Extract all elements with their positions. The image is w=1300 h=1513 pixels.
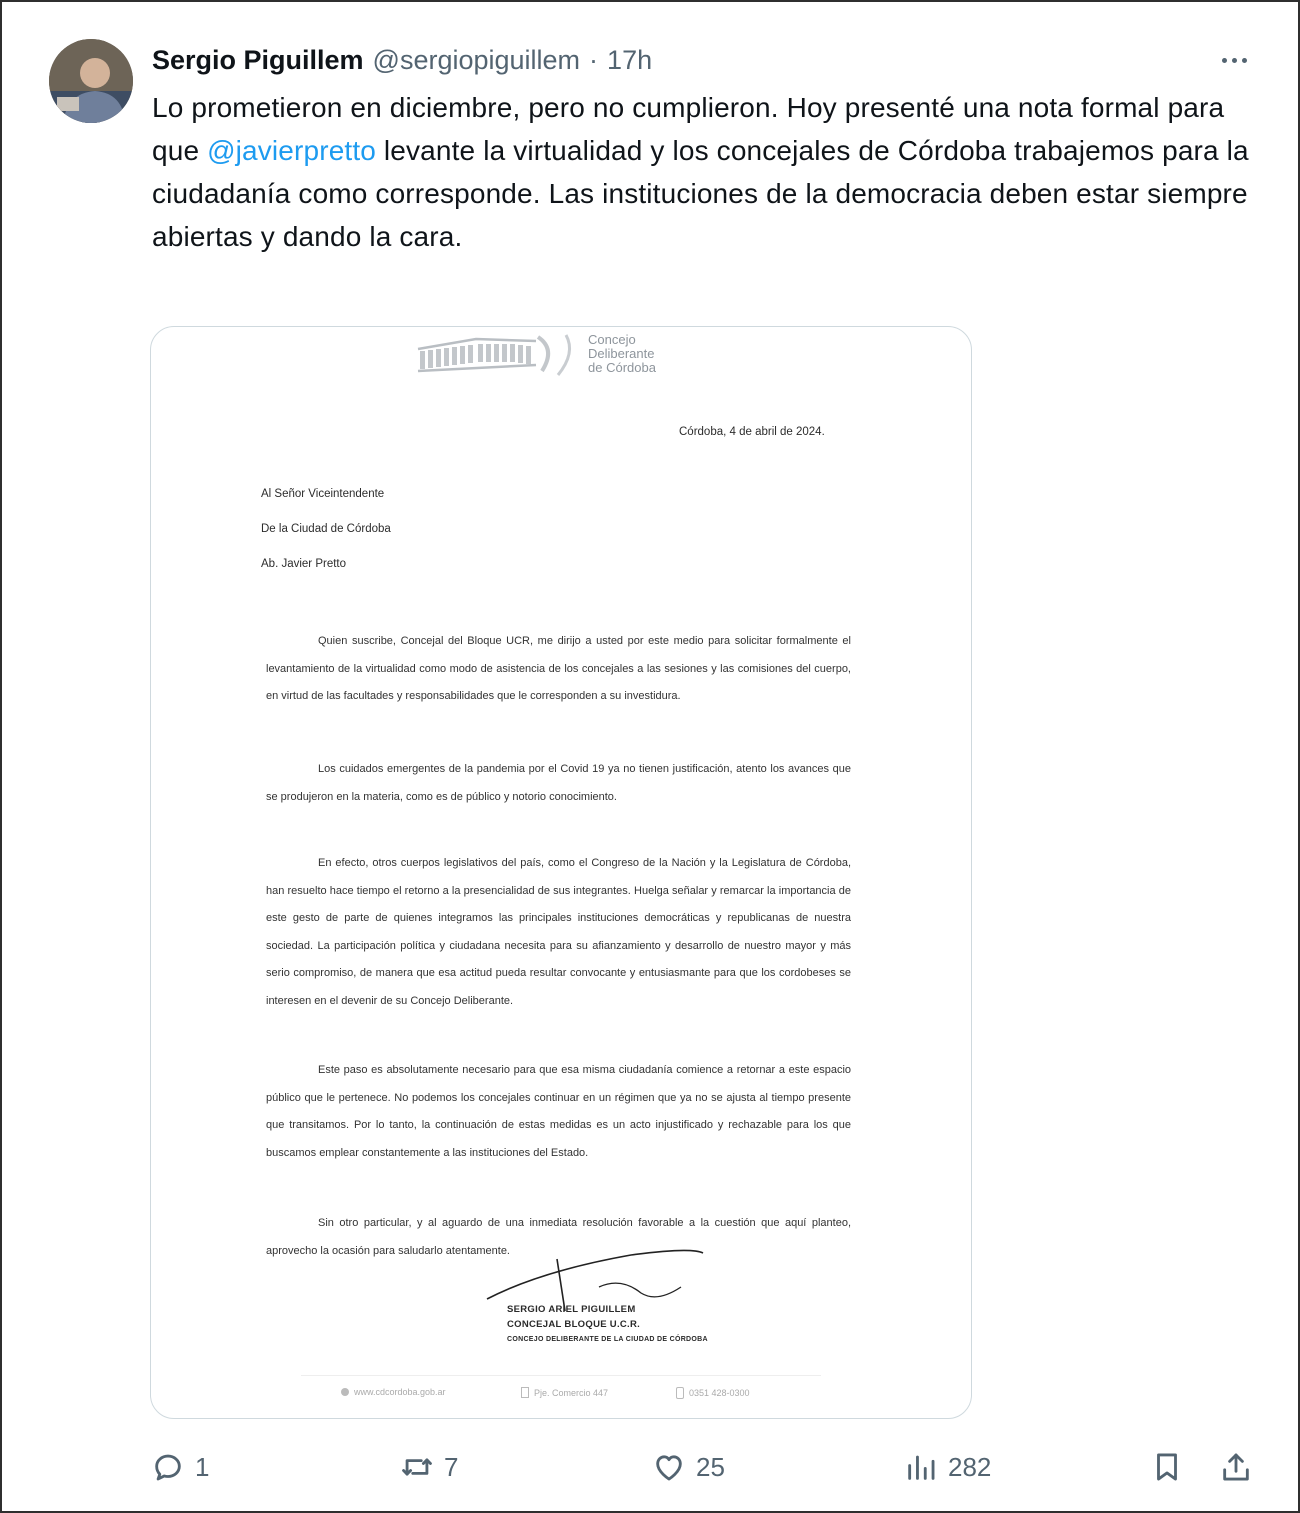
avatar[interactable] (49, 39, 133, 123)
signature-name: SERGIO ARIEL PIGUILLEM (507, 1304, 636, 1315)
logo-text-3: de Córdoba (588, 360, 656, 375)
tweet-text-start: Lo prometieron en diciembre, pero no cumplieron. Hoy presenté una nota formal para que (152, 92, 1225, 166)
letter-date: Córdoba, 4 de abril de 2024. (679, 426, 825, 438)
attached-image[interactable] (150, 326, 972, 1419)
tweet-text-end: levante la virtualidad y los concejales de Córdoba trabajemos para la ciudadanía como corresponde. Las instituciones de la democracia deben estar siempre abiertas y dando la cara. (152, 135, 1249, 252)
letter-recipient-line: Ab. Javier Pretto (261, 558, 347, 570)
mention-link[interactable]: @javierpretto (207, 135, 376, 166)
like-count: 25 (696, 1451, 725, 1482)
letter-paragraph: En efecto, otros cuerpos legislativos del país, como el Congreso de la Nación y la Legislatura de Córdoba, han resuelto hace tiempo el retorno a la presencialidad de sus integrantes. Huelga señalar y remarcar la importancia de este gesto de parte de quienes integramos las principales instituciones democráticas y republicanas de nuestra sociedad. La participación política y ciudadana necesita para su afianzamiento y desarrollo de nuestro mayor y más serio compromiso, de manera que esa actitud pueda resultar convocante y entusiasmante para que los cordobeses se interesen en el devenir de su Concejo Deliberante. (266, 857, 851, 1007)
share-icon (1219, 1450, 1253, 1484)
letter-paragraph: Sin otro particular, y al aguardo de una inmediata resolución favorable a la cuestión que aquí planteo, aprovecho la ocasión para saludarlo atentamente. (266, 1217, 851, 1257)
author-handle[interactable]: @sergiopiguillem (372, 44, 581, 75)
footer-divider (301, 1375, 821, 1376)
footer-web-text: www.cdcordoba.gob.ar (354, 1387, 446, 1397)
repost-button[interactable] (400, 1442, 458, 1492)
like-icon (652, 1450, 686, 1484)
letter-recipient-line: De la Ciudad de Córdoba (261, 523, 391, 535)
council-building-icon (416, 331, 586, 381)
letter-paragraph: Este paso es absolutamente necesario para que esa misma ciudadanía comience a retornar a este espacio público que le pertenece. No podemos los concejales continuar en un régimen que ya no se ajusta al tiempo presente que transitamos. Por lo tanto, la continuación de estas medidas es un acto injustificado y rechazable para los que buscamos emplear constantemente a las instituciones del Estado. (266, 1064, 851, 1159)
footer-web (341, 1387, 446, 1397)
bookmark-button[interactable] (1150, 1442, 1184, 1492)
header-separator: · (589, 44, 599, 75)
signature-block (507, 1302, 708, 1347)
like-button[interactable] (652, 1442, 725, 1492)
views-button[interactable] (904, 1442, 991, 1492)
letter-paragraph: Quien suscribe, Concejal del Bloque UCR, me dirijo a usted por este medio para solicitar formalmente el levantamiento de la virtualidad como modo de asistencia de los concejales a las sesiones y las comisiones del cuerpo, en virtud de las facultades y responsabilidades que le corresponden a su investidura. (266, 635, 851, 702)
signature-institution: CONCEJO DELIBERANTE DE LA CIUDAD DE CÓRDOBA (507, 1336, 708, 1343)
share-button[interactable] (1219, 1442, 1253, 1492)
reply-button[interactable] (151, 1442, 209, 1492)
reply-count: 1 (195, 1451, 210, 1482)
council-logo (416, 331, 716, 381)
footer-phone (676, 1387, 750, 1399)
views-count: 282 (948, 1451, 992, 1482)
tweet-timestamp[interactable]: 17h (607, 44, 653, 75)
views-icon (904, 1450, 938, 1484)
tweet-text (152, 86, 1262, 258)
phone-icon (676, 1387, 684, 1399)
logo-text-1: Concejo (588, 332, 636, 347)
repost-count: 7 (444, 1451, 459, 1482)
author-name[interactable]: Sergio Piguillem (152, 44, 364, 75)
tweet-header (152, 40, 652, 80)
footer-address-text: Pje. Comercio 447 (534, 1387, 609, 1398)
avatar-image (49, 39, 133, 123)
footer-address (521, 1387, 608, 1398)
letter-paragraph: Los cuidados emergentes de la pandemia por el Covid 19 ya no tienen justificación, atento los avances que se produjeron en la materia, como es de público y notorio conocimiento. (266, 763, 851, 803)
signature-title: CONCEJAL BLOQUE U.C.R. (507, 1319, 641, 1330)
reply-icon (151, 1450, 185, 1484)
logo-text-2: Deliberante (588, 346, 655, 361)
action-bar (2, 1442, 1300, 1492)
globe-icon (341, 1388, 349, 1396)
bookmark-icon (1150, 1450, 1184, 1484)
letter-recipient-line: Al Señor Viceintendente (261, 488, 385, 500)
footer-phone-text: 0351 428-0300 (689, 1388, 750, 1398)
building-icon (521, 1387, 529, 1398)
more-icon[interactable] (1212, 42, 1256, 78)
repost-icon (400, 1450, 434, 1484)
